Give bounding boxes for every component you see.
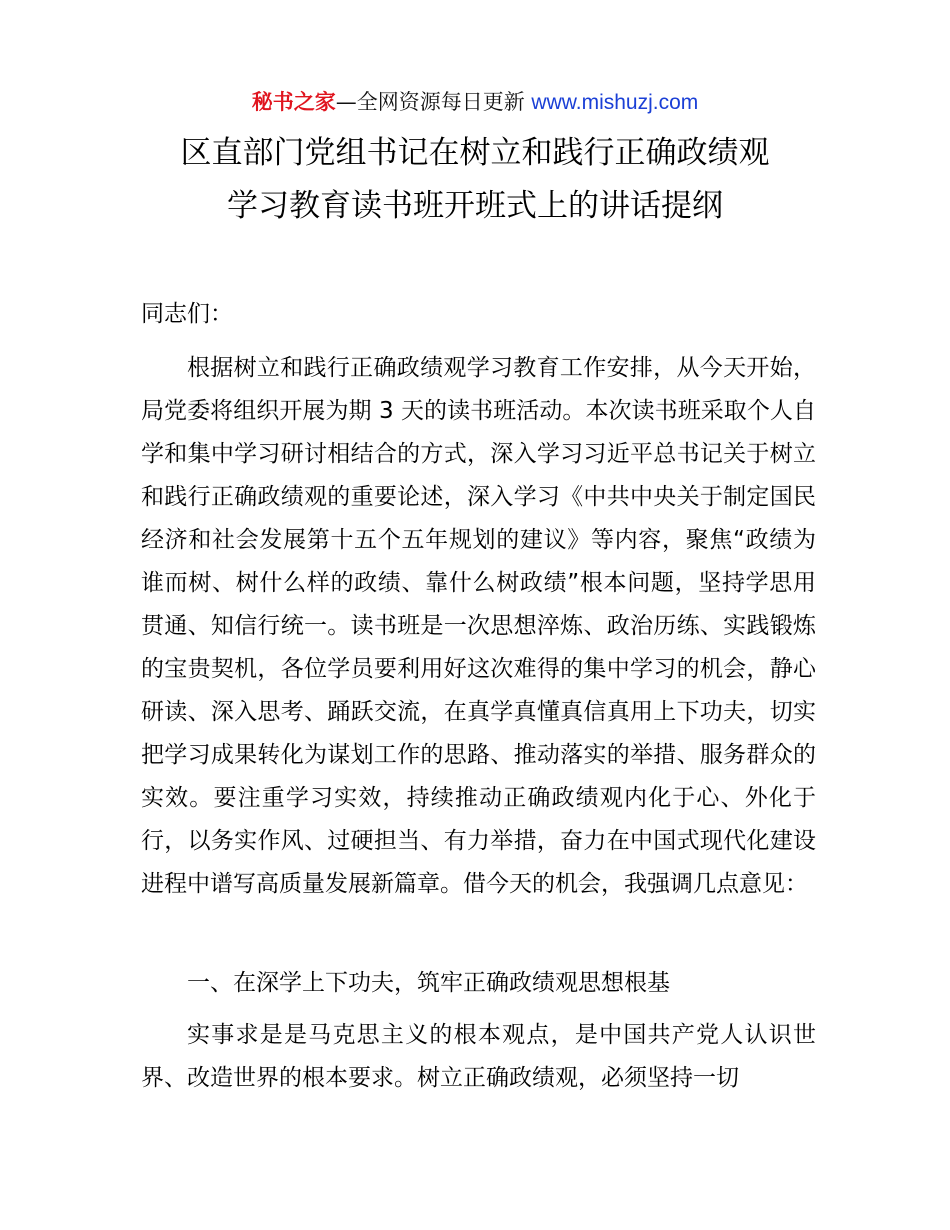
watermark-header (0, 88, 950, 117)
salutation: 同志们： (141, 301, 233, 327)
watermark-brand: 秘书之家 (251, 90, 336, 114)
section-heading-1: 一、在深学上下功夫，筑牢正确政绩观思想根基 (187, 970, 670, 996)
document-title-line-1: 区直部门党组书记在树立和践行正确政绩观 (180, 135, 770, 171)
paragraph-section-1: 实事求是是马克思主义的根本观点，是中国共产党人认识世界、改造世界的根本要求。树立正确政绩观，必须坚持一切 (141, 1022, 816, 1091)
watermark-url[interactable]: www.mishuzj.com (531, 91, 699, 114)
paragraph-intro: 根据树立和践行正确政绩观学习教育工作安排，从今天开始，局党委将组织开展为期 3 天的读书班活动。本次读书班采取个人自学和集中学习研讨相结合的方式，深入学习习近平总书记关于树立和践行正确政绩观的重要论述，深入学习《中共中央关于制定国民经济和社会发展第十五个五年规划的建议》等内容，聚焦“政绩为谁而树、树什么样的政绩、靠什么树政绩”根本问题，坚持学思用贯通、知信行统一。读书班是一次思想淬炼、政治历练、实践锻炼的宝贵契机，各位学员要利用好这次难得的集中学习的机会，静心研读、深入思考、踊跃交流，在真学真懂真信真用上下功夫，切实把学习成果转化为谋划工作的思路、推动落实的举措、服务群众的实效。要注重学习实效，持续推动正确政绩观内化于心、外化于行，以务实作风、过硬担当、有力举措，奋力在中国式现代化建设进程中谱写高质量发展新篇章。借今天的机会，我强调几点意见： (141, 355, 816, 897)
document-title-line-2: 学习教育读书班开班式上的讲话提纲 (227, 188, 723, 224)
watermark-tagline: —全网资源每日更新 (335, 90, 525, 114)
